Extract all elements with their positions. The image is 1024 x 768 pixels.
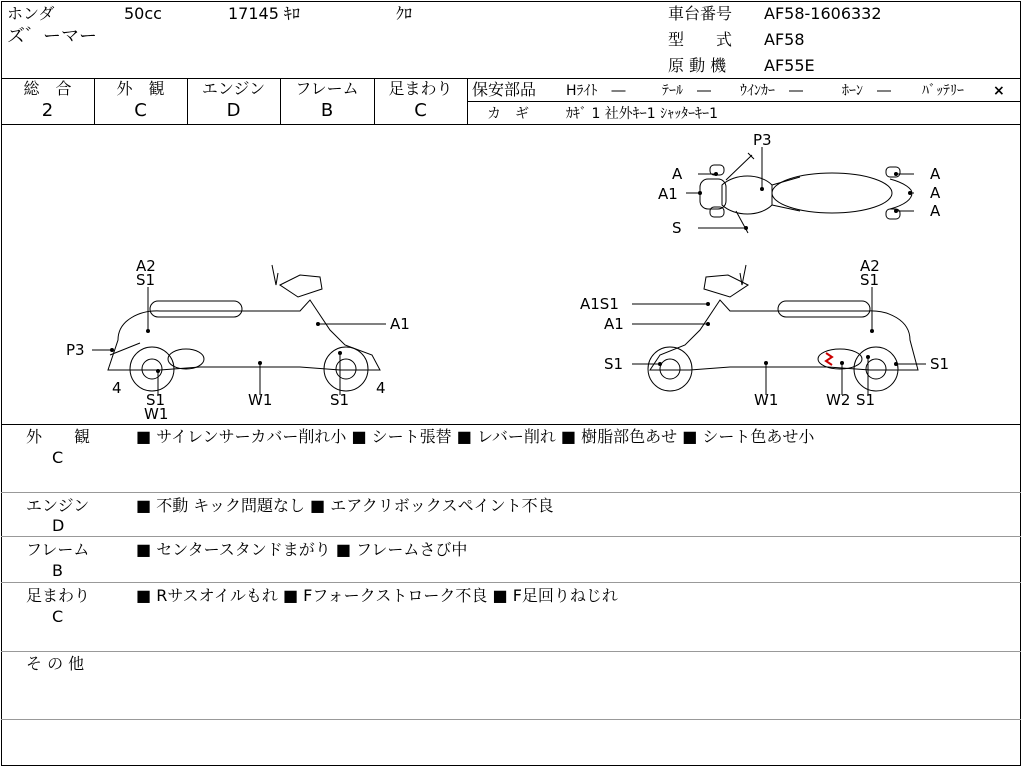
diag-label: S1 <box>146 391 166 409</box>
safety-headlight: Hﾗｲﾄ ― <box>566 83 626 99</box>
diag-label: A <box>930 202 941 220</box>
diag-label: S1 <box>604 355 624 373</box>
color: ｸﾛ <box>396 4 413 23</box>
diag-label: A1S1 <box>580 295 619 313</box>
diag-label: S1 <box>136 271 156 289</box>
divider <box>1 492 1021 493</box>
battery-mark: × <box>993 83 1005 99</box>
safety-horn: ﾎｰﾝ ― <box>842 83 891 99</box>
remark-text: ■ センタースタンドまがり ■ フレームさび中 <box>136 540 468 559</box>
type-label: 型 式 <box>668 30 733 49</box>
divider <box>1 719 1021 720</box>
diag-label: A <box>930 184 941 202</box>
diag-label: A <box>930 165 941 183</box>
divider <box>1 424 1021 425</box>
diag-label: A1 <box>658 185 678 203</box>
safety-battery: ﾊﾞｯﾃﾘｰ <box>922 83 964 99</box>
diag-label: 4 <box>376 379 386 397</box>
grade-overall-label: 総 合 <box>23 79 72 98</box>
remark-label: そ の 他 <box>26 654 85 673</box>
diag-label: W1 <box>144 405 169 423</box>
damage-mark <box>826 353 832 365</box>
divider <box>1 536 1021 537</box>
remark-grade: C <box>52 607 64 626</box>
grade-engine-value: D <box>226 100 241 121</box>
displacement: 50cc <box>124 4 162 23</box>
remark-label: フレーム <box>26 540 90 559</box>
grade-overall-value: 2 <box>41 100 54 121</box>
diag-label: W1 <box>754 391 779 409</box>
diag-label: 4 <box>112 379 122 397</box>
remark-text: ■ Rサスオイルもれ ■ Fフォークストローク不良 ■ F足回りねじれ <box>136 586 618 605</box>
divider <box>467 101 1021 102</box>
safety-tail: ﾃｰﾙ ― <box>662 83 711 99</box>
scooter-damage-diagram <box>0 125 1024 425</box>
remark-grade: D <box>52 516 65 535</box>
diag-label: S1 <box>930 355 950 373</box>
remark-text: ■ 不動 キック問題なし ■ エアクリボックスペイント不良 <box>136 496 554 515</box>
diag-label: W2 <box>826 391 851 409</box>
grade-suspension-value: C <box>414 100 427 121</box>
diag-label: P3 <box>66 341 85 359</box>
model-name: ズ゛ーマー <box>7 26 97 47</box>
grade-engine-label: エンジン <box>201 79 266 98</box>
scooter-top-view <box>700 153 912 233</box>
diag-label: S1 <box>330 391 350 409</box>
diag-label: A <box>672 165 683 183</box>
safety-label: 保安部品 <box>472 80 537 99</box>
diag-label: A1 <box>390 315 410 333</box>
frame-no-label: 車台番号 <box>668 4 733 23</box>
key-label: カ ギ <box>487 106 529 122</box>
diag-label: P3 <box>753 131 772 149</box>
diag-label: W1 <box>248 391 273 409</box>
diag-label: S1 <box>856 391 876 409</box>
engine-label: 原 動 機 <box>668 56 727 75</box>
remark-text: ■ サイレンサーカバー削れ小 ■ シート張替 ■ レバー削れ ■ 樹脂部色あせ ■ シート色あせ小 <box>136 427 815 446</box>
remark-label: エンジン <box>26 496 90 515</box>
divider <box>467 78 468 124</box>
key-value: ｶｷﾞ 1 社外ｷｰ1 ｼｬｯﾀｰｷｰ1 <box>566 106 719 122</box>
remark-label: 外 観 <box>26 427 91 446</box>
remark-grade: C <box>52 448 64 467</box>
safety-winker: ｳｲﾝｶｰ ― <box>740 83 803 99</box>
grade-exterior-value: C <box>134 100 147 121</box>
diag-label: A1 <box>604 315 624 333</box>
remark-label: 足まわり <box>26 586 91 605</box>
type-value: AF58 <box>764 30 805 49</box>
grade-suspension-label: 足まわり <box>388 79 453 98</box>
divider <box>1 651 1021 652</box>
frame-no: AF58-1606332 <box>764 4 882 23</box>
grade-frame-label: フレーム <box>295 79 359 98</box>
mileage: 17145 ｷﾛ <box>228 4 300 23</box>
diag-label: A2 <box>860 257 880 275</box>
engine-value: AF55E <box>764 56 815 75</box>
diag-label: S1 <box>860 271 880 289</box>
grade-frame-value: B <box>320 100 334 121</box>
grade-exterior-label: 外 観 <box>116 79 165 98</box>
divider <box>1 582 1021 583</box>
maker: ホンダ <box>7 4 55 23</box>
remark-grade: B <box>52 561 63 580</box>
diag-label: A2 <box>136 257 156 275</box>
diag-label: S <box>672 219 682 237</box>
